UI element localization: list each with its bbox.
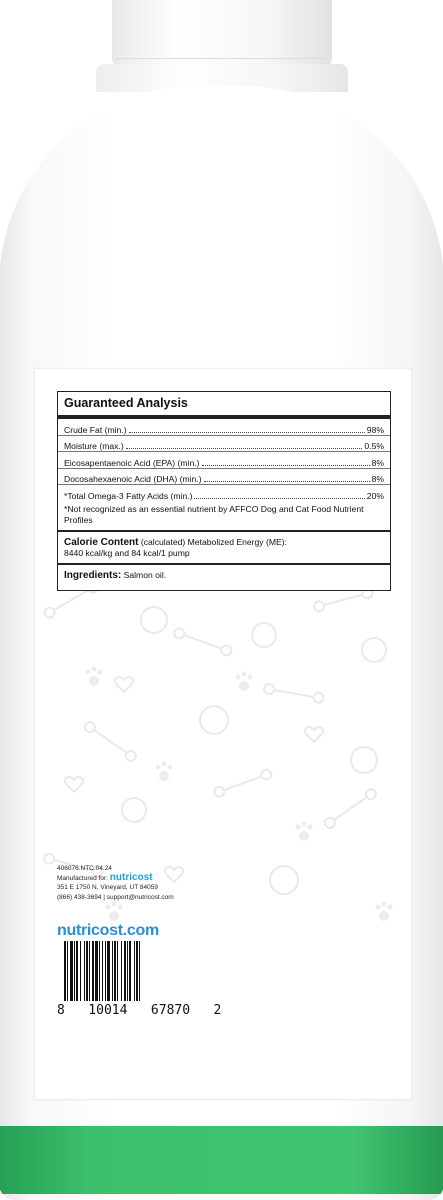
barcode-digits: 8 10014 67870 2 bbox=[57, 1003, 222, 1018]
barcode-bar bbox=[127, 941, 128, 1001]
ingredients-value: Salmon oil. bbox=[123, 569, 167, 580]
barcode-bar bbox=[80, 941, 81, 1001]
barcode-bar bbox=[86, 941, 88, 1001]
leader-dots bbox=[126, 448, 363, 449]
calorie-qualifier: (calculated) Metabolized Energy (ME): bbox=[140, 536, 287, 547]
ball-icon bbox=[351, 747, 377, 773]
barcode-bar bbox=[107, 941, 110, 1001]
leader-dots bbox=[202, 465, 370, 466]
brand-logo: nutricost bbox=[109, 872, 153, 884]
barcode bbox=[64, 941, 180, 1001]
ball-icon bbox=[122, 798, 146, 822]
heart-icon bbox=[305, 727, 323, 742]
phone: (866) 438-3694 bbox=[57, 893, 102, 901]
barcode-bar bbox=[124, 941, 126, 1001]
barcode-bar bbox=[102, 941, 103, 1001]
barcode-bar bbox=[89, 941, 90, 1001]
row-value: 8% bbox=[371, 457, 384, 468]
row-value: 98% bbox=[366, 424, 384, 435]
heart-icon bbox=[65, 777, 83, 792]
row-label: Moisture (max.) bbox=[64, 441, 124, 452]
ball-icon bbox=[270, 866, 298, 894]
website: nutricost.com bbox=[57, 922, 159, 939]
analysis-footnote: *Not recognized as an essential nutrient by AFFCO Dog and Cat Food Nutrient Profiles bbox=[58, 501, 390, 532]
barcode-bar bbox=[84, 941, 85, 1001]
row-label: Eicosapentaenoic Acid (EPA) (min.) bbox=[64, 457, 200, 468]
manufactured-for-label: Manufactured for: bbox=[57, 875, 108, 883]
bone-icon bbox=[213, 768, 273, 798]
paw-icon bbox=[86, 667, 103, 687]
calorie-title: Calorie Content bbox=[64, 536, 139, 548]
lot-code: 406076.NTC.04.24 bbox=[57, 865, 112, 872]
ball-icon bbox=[252, 623, 276, 647]
separator: | bbox=[103, 893, 105, 901]
paw-icon bbox=[376, 902, 393, 922]
bone-icon bbox=[323, 787, 378, 830]
bone-icon bbox=[83, 720, 138, 763]
address: 351 E 1750 N, Vineyard, UT 84059 bbox=[57, 884, 158, 892]
bone-icon bbox=[263, 683, 324, 703]
calorie-value: 8440 kcal/kg and 84 kcal/1 pump bbox=[64, 547, 190, 558]
leader-dots bbox=[129, 432, 365, 433]
heart-icon bbox=[115, 677, 133, 692]
ball-icon bbox=[362, 638, 386, 662]
analysis-row bbox=[58, 419, 390, 436]
calorie-content bbox=[58, 532, 390, 565]
analysis-row bbox=[58, 452, 390, 469]
ingredients bbox=[58, 565, 390, 586]
barcode-bar bbox=[117, 941, 118, 1001]
barcode-bar bbox=[74, 941, 75, 1001]
ball-icon bbox=[141, 607, 167, 633]
barcode-bar bbox=[121, 941, 122, 1001]
barcode-bar bbox=[129, 941, 131, 1001]
barcode-bar bbox=[134, 941, 135, 1001]
barcode-bar bbox=[105, 941, 106, 1001]
barcode-bar bbox=[67, 941, 68, 1001]
barcode-bar bbox=[112, 941, 113, 1001]
ball-icon bbox=[200, 706, 228, 734]
leader-dots bbox=[204, 481, 370, 482]
row-label: *Total Omega-3 Fatty Acids (min.) bbox=[64, 490, 193, 501]
barcode-bar bbox=[114, 941, 116, 1001]
analysis-row bbox=[58, 485, 390, 501]
panel-title: Guaranteed Analysis bbox=[58, 392, 390, 419]
bone-icon bbox=[173, 627, 233, 657]
ingredients-title: Ingredients: bbox=[64, 569, 122, 581]
row-label: Docosahexaenoic Acid (DHA) (min.) bbox=[64, 474, 202, 485]
contact-line bbox=[57, 893, 174, 902]
paw-icon bbox=[106, 902, 123, 922]
row-value: 8% bbox=[371, 474, 384, 485]
barcode-bar bbox=[95, 941, 98, 1001]
paw-icon bbox=[156, 762, 173, 782]
bone-icon bbox=[313, 587, 374, 612]
manufacturer-info bbox=[57, 864, 174, 902]
leader-dots bbox=[194, 498, 364, 499]
paw-icon bbox=[296, 822, 313, 842]
guaranteed-analysis-panel bbox=[57, 391, 391, 591]
barcode-bar bbox=[76, 941, 78, 1001]
paw-icon bbox=[236, 672, 253, 692]
barcode-bar bbox=[64, 941, 66, 1001]
barcode-bar bbox=[70, 941, 73, 1001]
row-value: 0.5% bbox=[364, 441, 384, 452]
barcode-bar bbox=[92, 941, 94, 1001]
analysis-row bbox=[58, 436, 390, 453]
analysis-row bbox=[58, 469, 390, 486]
email: support@nutricost.com bbox=[106, 893, 174, 901]
row-label: Crude Fat (min.) bbox=[64, 424, 127, 435]
green-band bbox=[0, 1126, 443, 1194]
barcode-bar bbox=[139, 941, 140, 1001]
manufactured-for-line bbox=[57, 873, 174, 883]
barcode-bar bbox=[99, 941, 100, 1001]
row-value: 20% bbox=[366, 490, 384, 501]
barcode-bar bbox=[136, 941, 138, 1001]
